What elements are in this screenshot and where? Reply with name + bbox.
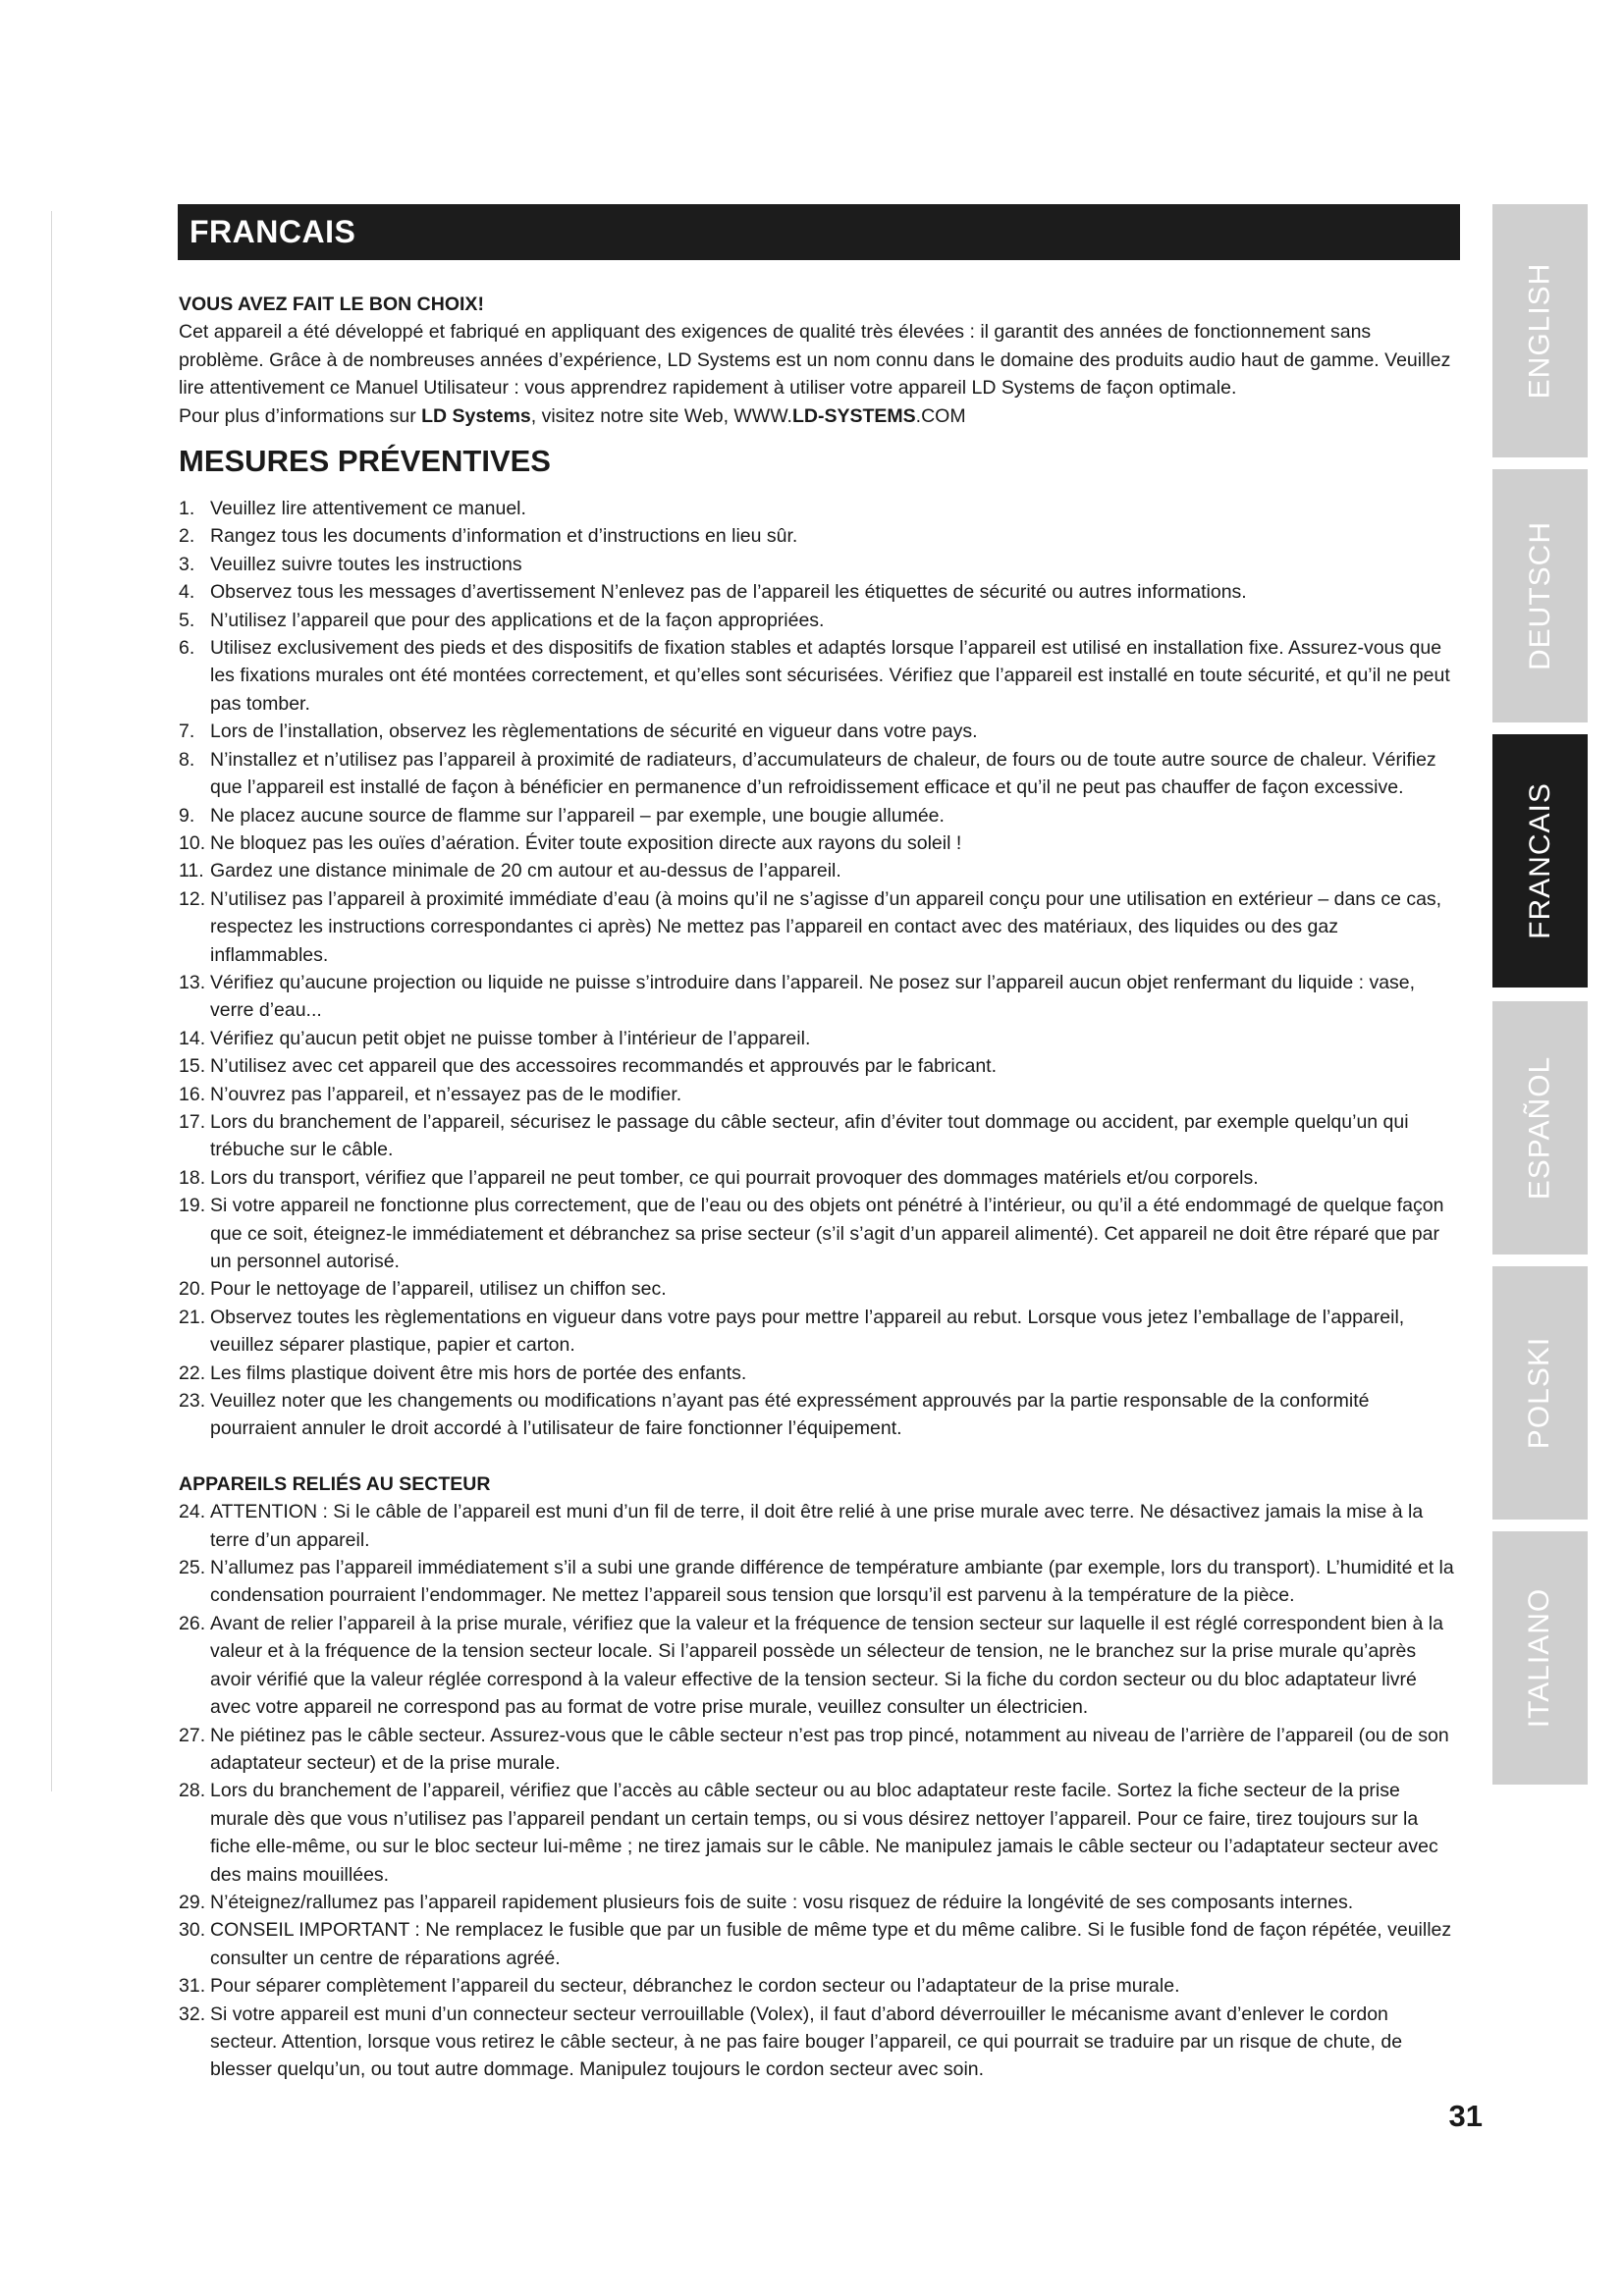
list-item	[179, 607, 1460, 634]
item-number: 2.	[179, 525, 195, 548]
tab-polski[interactable]	[1492, 1266, 1588, 1520]
item-text: Ne bloquez pas les ouïes d’aération. Éviter toute exposition directe aux rayons du soleil !	[210, 831, 962, 854]
item-text: Lors du branchement de l’appareil, sécurisez le passage du câble secteur, afin d’éviter tout dommage ou accident, par exemple quelqu’un qui trébuche sur le câble.	[210, 1110, 1409, 1161]
list-item	[179, 1108, 1460, 1164]
item-text: N’utilisez pas l’appareil à proximité immédiate d’eau (à moins qu’il ne s’agisse d’un appareil conçu pour une utilisation en extérieur – dans ce cas, respectez les instructions correspondantes ci après) Ne mettez pas l’appareil en contact avec des matériaux, des liquides ou des gaz inflammables.	[210, 887, 1442, 966]
tab-english[interactable]	[1492, 204, 1588, 457]
item-text: Ne piétinez pas le câble secteur. Assurez-vous que le câble secteur n’est pas trop pincé, notamment au niveau de l’arrière de l’appareil (ou de son adaptateur secteur) et de la prise murale.	[210, 1724, 1449, 1774]
tab-deutsch-label: DEUTSCH	[1523, 520, 1556, 671]
language-banner-title: FRANCAIS	[189, 214, 356, 249]
item-text: CONSEIL IMPORTANT : Ne remplacez le fusible que par un fusible de même type et du même calibre. Si le fusible fond de façon répétée, veuillez consulter un centre de réparations agréé.	[210, 1919, 1452, 1969]
item-number: 26.	[179, 1612, 206, 1634]
item-text: Observez tous les messages d’avertissement N’enlevez pas de l’appareil les étiquettes de sécurité ou autres informations.	[210, 581, 1247, 604]
item-number: 10.	[179, 831, 206, 854]
item-number: 28.	[179, 1780, 206, 1802]
item-number: 32.	[179, 2002, 206, 2025]
list-item	[179, 1081, 1460, 1108]
tab-espanol-label: ESPAÑOL	[1523, 1055, 1556, 1201]
intro-heading: VOUS AVEZ FAIT LE BON CHOIX!	[179, 294, 484, 315]
item-number: 11.	[179, 860, 204, 882]
item-text: N’utilisez avec cet appareil que des accessoires recommandés et approuvés par le fabricant.	[210, 1055, 997, 1078]
item-number: 22.	[179, 1362, 206, 1384]
tab-deutsch[interactable]	[1492, 469, 1588, 722]
item-number: 30.	[179, 1919, 206, 1942]
more-info-line	[179, 402, 1460, 430]
item-number: 1.	[179, 498, 195, 520]
website-suffix: .COM	[915, 404, 966, 427]
list-item	[179, 857, 1460, 884]
item-text: Lors de l’installation, observez les règlementations de sécurité en vigueur dans votre pays.	[210, 721, 978, 743]
item-text: Gardez une distance minimale de 20 cm autour et au-dessus de l’appareil.	[210, 860, 841, 882]
list-item	[179, 1610, 1460, 1722]
item-number: 17.	[179, 1110, 206, 1133]
item-text: Avant de relier l’appareil à la prise murale, vérifiez que la valeur et la fréquence de tension secteur sur laquelle il est réglé correspondent bien à la valeur et à la fréquence de la tension secteur locale. Si l’appareil possède un sélecteur de tension, ne le branchez sur la prise murale qu’après avoir vérifié que la valeur réglée correspond à la valeur effective de la tension secteur. Si la fiche du cordon secteur ou du bloc adaptateur livré avec votre appareil ne correspond pas au format de votre prise murale, veuillez consulter un électricien.	[210, 1612, 1443, 1719]
item-text: Ne placez aucune source de flamme sur l’appareil – par exemple, une bougie allumée.	[210, 804, 945, 827]
tab-francais-label: FRANCAIS	[1523, 782, 1556, 939]
item-number: 25.	[179, 1557, 206, 1579]
list-item	[179, 746, 1460, 802]
item-number: 5.	[179, 609, 195, 631]
item-number: 6.	[179, 637, 195, 660]
item-number: 20.	[179, 1278, 206, 1301]
item-text: ATTENTION : Si le câble de l’appareil est muni d’un fil de terre, il doit être relié à une prise murale avec terre. Ne désactivez jamais la mise à la terre d’un appareil.	[210, 1501, 1424, 1551]
item-text: Si votre appareil ne fonctionne plus correctement, que de l’eau ou des objets ont pénétré à l’intérieur, ou qu’il a été endommagé de quelque façon que ce soit, éteignez-le immédiatement et débranchez sa prise secteur (s’il s’agit d’un appareil alimenté). Cet appareil ne doit être réparé que par un personnel autorisé.	[210, 1195, 1444, 1272]
preventive-heading: MESURES PRÉVENTIVES	[179, 444, 551, 479]
item-text: N’allumez pas l’appareil immédiatement s’il a subi une grande différence de température ambiante (par exemple, lors du transport). L’humidité et la condensation pourraient l’endommager. Ne mettez l’appareil sous tension que lorsqu’il est parvenu à la température de la pièce.	[210, 1557, 1454, 1607]
list-item	[179, 495, 1460, 522]
list-item	[179, 1498, 1460, 1554]
mains-heading: APPAREILS RELIÉS AU SECTEUR	[179, 1472, 491, 1495]
item-number: 15.	[179, 1055, 206, 1078]
page-number: 31	[1448, 2099, 1483, 2133]
item-number: 24.	[179, 1501, 206, 1523]
list-item	[179, 1777, 1460, 1889]
item-number: 27.	[179, 1724, 206, 1746]
list-item	[179, 1889, 1460, 1916]
list-item	[179, 1192, 1460, 1275]
content-column	[179, 291, 1460, 2084]
brand-name: LD Systems	[421, 404, 531, 427]
item-text: Veuillez lire attentivement ce manuel.	[210, 498, 526, 520]
list-item	[179, 1916, 1460, 1972]
list-item	[179, 1052, 1460, 1080]
list-item	[179, 1025, 1460, 1052]
website-bold: LD-SYSTEMS	[791, 404, 916, 427]
item-number: 29.	[179, 1891, 206, 1913]
list-item	[179, 1304, 1460, 1360]
item-text: Vérifiez qu’aucun petit objet ne puisse tomber à l’intérieur de l’appareil.	[210, 1027, 811, 1049]
item-number: 18.	[179, 1166, 206, 1189]
item-text: N’installez et n’utilisez pas l’appareil à proximité de radiateurs, d’accumulateurs de chaleur, de fours ou de toute autre source de chaleur. Vérifiez que l’appareil est installé de façon à bénéficier en permanence d’un refroidissement efficace et qu’il ne peut pas chauffer de façon excessive.	[210, 748, 1436, 799]
tab-italiano-label: ITALIANO	[1523, 1587, 1556, 1729]
item-number: 8.	[179, 748, 195, 771]
item-text: N’ouvrez pas l’appareil, et n’essayez pas de le modifier.	[210, 1083, 682, 1105]
tab-francais[interactable]	[1492, 734, 1588, 988]
tab-italiano[interactable]	[1492, 1531, 1588, 1785]
list-item	[179, 2001, 1460, 2084]
list-item	[179, 1164, 1460, 1192]
item-text: Observez toutes les règlementations en vigueur dans votre pays pour mettre l’appareil au rebut. Lorsque vous jetez l’emballage de l’appareil, veuillez séparer plastique, papier et carton.	[210, 1306, 1405, 1357]
item-number: 21.	[179, 1306, 206, 1328]
item-text: Rangez tous les documents d’information et d’instructions en lieu sûr.	[210, 525, 798, 548]
list-item	[179, 718, 1460, 745]
more-info-prefix: Pour plus d’informations sur	[179, 404, 422, 427]
item-text: Veuillez noter que les changements ou modifications n’ayant pas été expressément approuvés par la partie responsable de la conformité pourraient annuler le droit accordé à l’utilisateur de faire fonctionner l’équipement.	[210, 1390, 1370, 1440]
list-item	[179, 1554, 1460, 1610]
list-item	[179, 578, 1460, 606]
list-item	[179, 1275, 1460, 1303]
tab-polski-label: POLSKI	[1523, 1336, 1556, 1450]
list-item	[179, 802, 1460, 829]
preventive-list	[179, 495, 1460, 1443]
item-number: 13.	[179, 971, 206, 993]
item-text: Lors du transport, vérifiez que l’appareil ne peut tomber, ce qui pourrait provoquer des dommages matériels et/ou corporels.	[210, 1166, 1259, 1189]
item-number: 14.	[179, 1027, 206, 1049]
intro-paragraph: Cet appareil a été développé et fabriqué en appliquant des exigences de qualité très élevées : il garantit des années de fonctionnement sans problème. Grâce à de nombreuses années d’expérience, LD Systems est un nom connu dans le domaine des produits audio haut de gamme. Veuillez lire attentivement ce Manuel Utilisateur : vous apprendrez rapidement à utiliser votre appareil LD Systems de façon optimale.	[179, 321, 1451, 400]
list-item	[179, 969, 1460, 1025]
item-number: 3.	[179, 553, 195, 575]
list-item	[179, 522, 1460, 550]
item-text: Pour séparer complètement l’appareil du secteur, débranchez le cordon secteur ou l’adaptateur de la prise murale.	[210, 1975, 1180, 1998]
list-item	[179, 551, 1460, 578]
item-number: 23.	[179, 1390, 206, 1413]
item-number: 16.	[179, 1083, 206, 1105]
item-text: Lors du branchement de l’appareil, vérifiez que l’accès au câble secteur ou au bloc adaptateur reste facile. Sortez la fiche secteur de la prise murale dès que vous n’utilisez pas l’appareil pendant un certain temps, ou si vous désirez nettoyer l’appareil. Pour ce faire, tirez toujours sur la fiche elle-même, ou sur le bloc secteur lui-même ; ne tirez jamais sur le câble. Ne manipulez jamais le câble secteur ou l’adaptateur secteur avec des mains mouillées.	[210, 1780, 1438, 1886]
item-number: 7.	[179, 721, 195, 743]
tab-espanol[interactable]	[1492, 1001, 1588, 1255]
list-item	[179, 1972, 1460, 2000]
item-text: Si votre appareil est muni d’un connecteur secteur verrouillable (Volex), il faut d’abord déverrouiller le mécanisme avant d’enlever le cordon secteur. Attention, lorsque vous retirez le câble secteur, à ne pas faire bouger l’appareil, ce qui pourrait se traduire par un risque de chute, de blesser quelqu’un, ou tout autre dommage. Manipulez toujours le cordon secteur avec soin.	[210, 2002, 1403, 2081]
mains-list	[179, 1498, 1460, 2084]
list-item	[179, 829, 1460, 857]
item-text: Veuillez suivre toutes les instructions	[210, 553, 522, 575]
item-number: 31.	[179, 1975, 206, 1998]
item-text: N’utilisez l’appareil que pour des applications et de la façon appropriées.	[210, 609, 825, 631]
more-info-middle: , visitez notre site Web, WWW.	[530, 404, 792, 427]
list-item	[179, 885, 1460, 969]
item-number: 4.	[179, 581, 195, 604]
language-banner	[178, 204, 1460, 260]
item-number: 12.	[179, 887, 206, 910]
list-item	[179, 1387, 1460, 1443]
margin-rule	[51, 211, 52, 1791]
item-text: N’éteignez/rallumez pas l’appareil rapidement plusieurs fois de suite : vosu risquez de réduire la longévité de ses composants internes.	[210, 1891, 1354, 1913]
item-text: Les films plastique doivent être mis hors de portée des enfants.	[210, 1362, 747, 1384]
item-text: Utilisez exclusivement des pieds et des dispositifs de fixation stables et adaptés lorsque l’appareil est utilisé en installation fixe. Assurez-vous que les fixations murales ont été montées correctement, et qu’elles sont sécurisées. Vérifiez que l’appareil est installé en toute sécurité, et qu’il ne peut pas tomber.	[210, 637, 1450, 715]
item-text: Vérifiez qu’aucune projection ou liquide ne puisse s’introduire dans l’appareil. Ne posez sur l’appareil aucun objet renfermant du liquide : vase, verre d’eau...	[210, 971, 1416, 1022]
tab-english-label: ENGLISH	[1523, 262, 1556, 400]
item-number: 9.	[179, 804, 195, 827]
list-item	[179, 1722, 1460, 1778]
list-item	[179, 1360, 1460, 1387]
list-item	[179, 634, 1460, 718]
item-number: 19.	[179, 1195, 206, 1217]
item-text: Pour le nettoyage de l’appareil, utilisez un chiffon sec.	[210, 1278, 667, 1301]
